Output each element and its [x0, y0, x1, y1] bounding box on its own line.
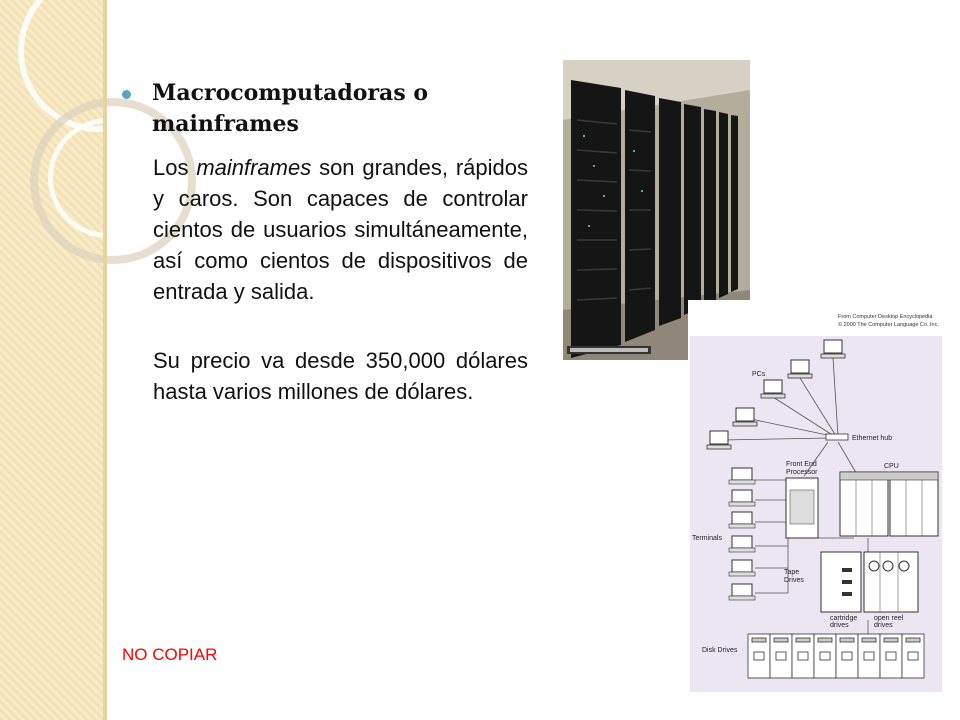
label-tape-drives: Tape: [784, 569, 800, 576]
label-pcs: PCs: [752, 371, 766, 378]
bullet-icon: [122, 90, 131, 99]
pc-icon: [707, 431, 731, 449]
slide-text: [122, 78, 528, 407]
label-cpu: CPU: [884, 463, 899, 470]
label-tape-drives: Drives: [784, 577, 804, 584]
diagram-copyright: From Computer Desktop Encyclopedia: [838, 314, 933, 320]
label-cartridge: drives: [830, 622, 849, 629]
pc-icon: [788, 360, 812, 378]
mainframe-network-diagram: [688, 300, 944, 695]
label-terminals: Terminals: [692, 535, 722, 542]
slide-heading: Macrocomputadoras o mainframes: [152, 80, 429, 137]
label-disk-drives: Disk Drives: [702, 647, 738, 654]
label-open-reel: open reel: [874, 615, 904, 622]
ethernet-hub-icon: [826, 434, 848, 440]
terminal-icon: [729, 560, 755, 576]
paragraph-price: Su precio va desde 350,000 dólares hasta varios millones de dólares.: [153, 348, 528, 404]
italic-term: mainframes: [196, 155, 312, 180]
terminal-icon: [729, 490, 755, 506]
bullet-item: [122, 78, 528, 140]
label-front-end: Processor: [786, 469, 818, 476]
strip-edge: [103, 0, 107, 720]
watermark-text: NO COPIAR: [122, 645, 218, 664]
terminal-icon: [729, 468, 755, 484]
label-ethernet-hub: Ethernet hub: [852, 435, 893, 442]
paragraph-text: Los: [153, 155, 197, 180]
terminal-icon: [729, 584, 755, 600]
pc-icon: [733, 408, 757, 426]
tape-drive-icon: [821, 552, 918, 612]
label-open-reel: drives: [874, 622, 893, 629]
disk-drives-icon: [748, 634, 924, 678]
label-front-end: Front End: [786, 461, 817, 468]
terminal-icon: [729, 512, 755, 528]
cpu-icon: [840, 472, 938, 536]
terminal-icon: [729, 536, 755, 552]
diagram-copyright: © 2000 The Computer Language Co. Inc.: [838, 322, 939, 328]
decorative-left-strip: [0, 0, 103, 720]
label-cartridge: cartridge: [830, 615, 858, 622]
paragraph-description: [153, 152, 528, 307]
pc-icon: [821, 340, 845, 358]
front-end-processor-icon: [786, 478, 818, 538]
pc-icon: [761, 380, 785, 398]
paragraph-text: son grandes, rápidos y caros. Son capaces de controlar cientos de usuarios simultáneamente, así como cientos de dispositivos de entrada y salida.: [153, 155, 528, 304]
